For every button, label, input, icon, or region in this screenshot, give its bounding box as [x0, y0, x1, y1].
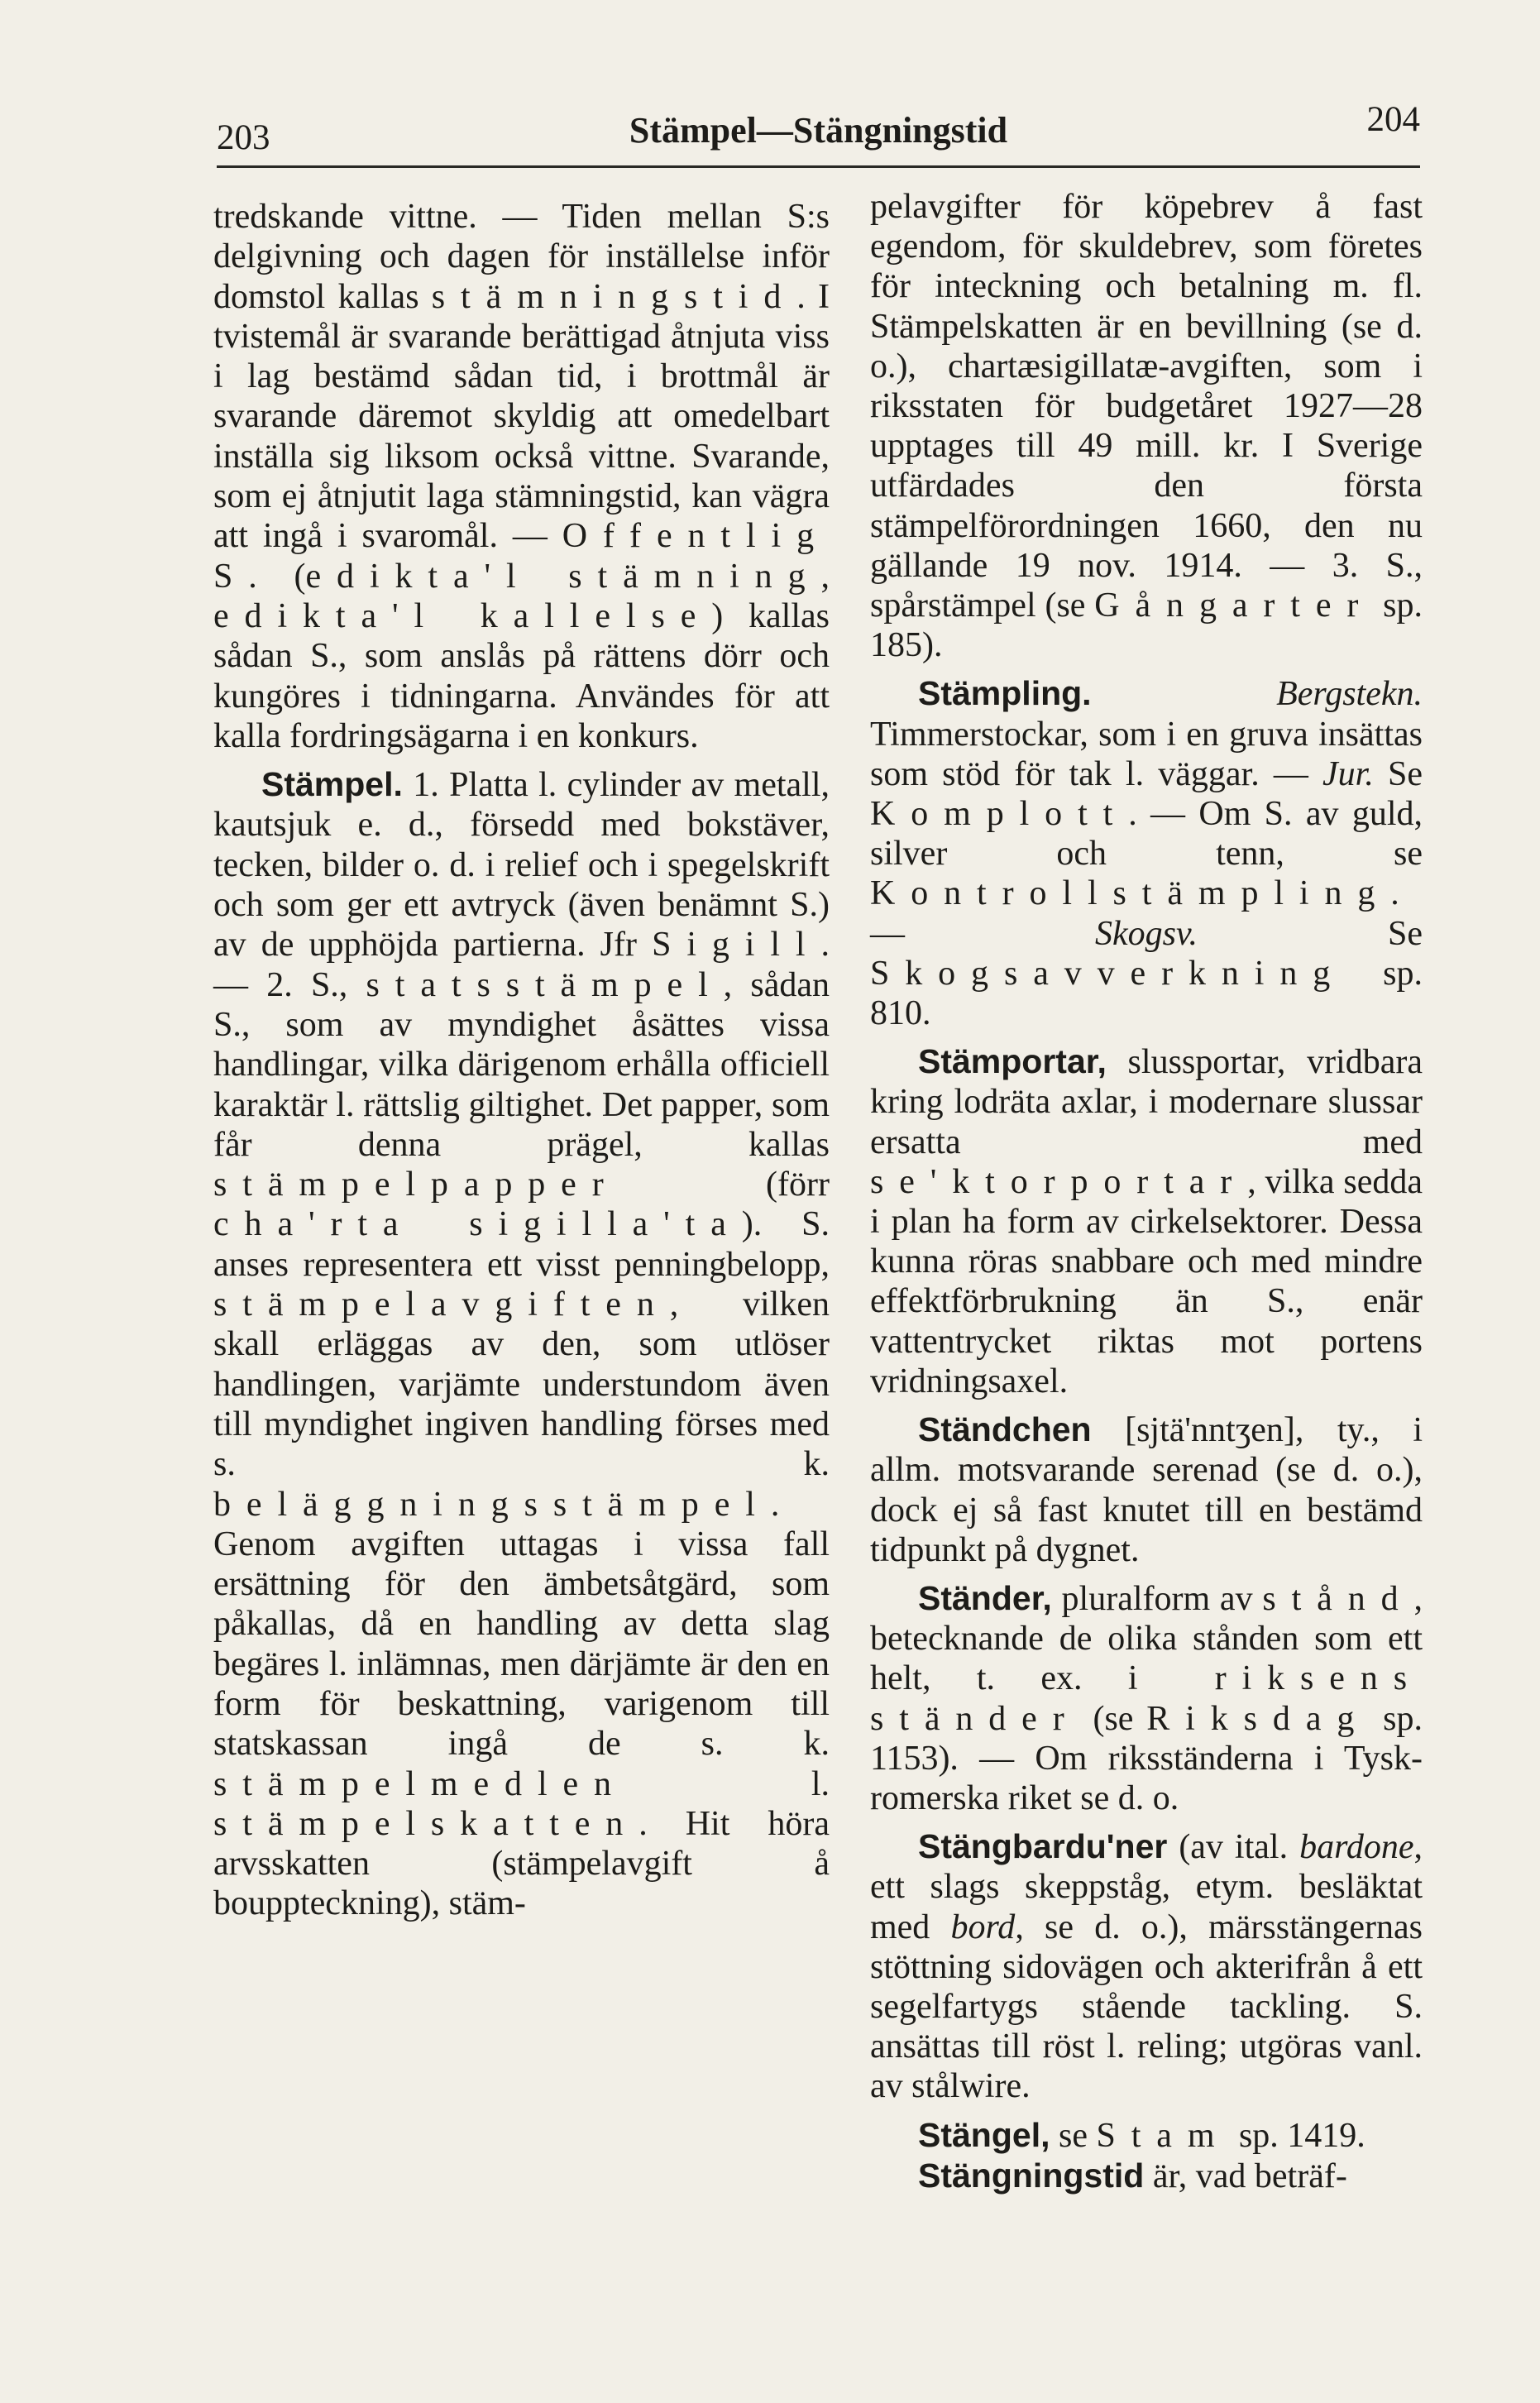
- text-run: ,: [820, 557, 830, 596]
- text-run: 1. Platta l. cylinder av metall, kautsjuk e. d., försedd med bokstäver, tecken, bilder o. d. i relief och i spegelskrift och som ger ett avtryck (även benämnt S.) av de upphöjda partierna. Jfr: [213, 766, 830, 965]
- spaced-term: edikta'l kallelse: [213, 596, 712, 635]
- spaced-term: beläggningsstämpel: [213, 1485, 771, 1524]
- spaced-term: stämningstid: [431, 277, 797, 316]
- page-number-right: 204: [1366, 100, 1420, 139]
- text-run: l.: [626, 1764, 830, 1803]
- text-run: Se: [1373, 754, 1423, 793]
- text-run: , ett slags skeppståg, etym. besläktat med: [870, 1828, 1423, 1946]
- text-run: pluralform av: [1051, 1579, 1263, 1618]
- spaced-term: stämpelavgiften: [213, 1285, 670, 1324]
- headword: Stängbardu'ner: [918, 1827, 1168, 1866]
- headword: Ständchen: [918, 1410, 1092, 1449]
- text-run: . I tvistemål är svarande berättigad åtnjuta viss i lag bestämd sådan tid, i brottmål är svarande däremot skyldig att omedelbart inställa sig liksom också vittne. Svarande, som ej åtnjutit laga stämningstid, kan vägra att ingå i svaromål. —: [213, 277, 830, 556]
- headword: Stämpel.: [261, 765, 403, 804]
- text-run: sp. 1153). — Om riksständerna i Tysk-romerska riket se d. o.: [870, 1699, 1423, 1817]
- spaced-term: Komplott: [870, 795, 1129, 834]
- header-rule: [217, 165, 1420, 168]
- spaced-term: Gångarter: [1094, 586, 1375, 625]
- text-run: . — Om S. av guld, silver och tenn, se: [870, 795, 1423, 874]
- right-column: [870, 187, 1423, 2196]
- text-run: är, vad beträf-: [1144, 2156, 1347, 2195]
- text-run: (förr: [619, 1166, 830, 1204]
- text-run: , vilka sedda i plan ha form av cirkelsektorer. Dessa kunna röras snabbare och med mindre effektförbrukning än S., enär vattentrycket riktas mot portens vridningsaxel.: [870, 1162, 1423, 1400]
- entry-stangningstid: [870, 2156, 1423, 2196]
- spaced-term: Riksdag: [1146, 1699, 1370, 1738]
- spaced-term: i riksens ständer: [870, 1659, 1423, 1738]
- text-run: slussportar, vridbara kring lodräta axlar, i modernare slussar ersatta med: [870, 1043, 1423, 1161]
- headword: Stängel,: [918, 2115, 1050, 2154]
- headword: Stämpling.: [918, 674, 1092, 713]
- text-run: sp. 185).: [870, 586, 1423, 665]
- text-run: . Hit höra arvsskatten (stämpelavgift å bouppteckning), stäm-: [213, 1804, 830, 1923]
- spaced-term: Sigill: [652, 926, 821, 965]
- entry-stampling: [870, 673, 1423, 1033]
- text-run: . — 2. S.,: [213, 926, 830, 1004]
- page-number-left: 203: [217, 118, 270, 157]
- text-run: ). S. anses representera ett visst penningbelopp,: [213, 1205, 830, 1284]
- text-run: , sådan S., som av myndighet åsättes vissa handlingar, vilka därigenom erhålla officiell karaktär l. rättslig giltighet. Det papper, som får denna prägel, kallas: [213, 965, 830, 1164]
- entry-standchen: [870, 1410, 1423, 1570]
- entry-stampel: [213, 764, 830, 1924]
- text-run: . —: [870, 874, 1399, 953]
- text-run: sp. 1419.: [1230, 2116, 1365, 2155]
- spaced-term: stämpelmedlen: [213, 1764, 627, 1803]
- spaced-term: edikta'l stämning: [305, 557, 821, 596]
- text-run: , se d. o.), märsstängernas stöttning sidovägen och akterifrån å ett segelfartygs stående tackling. S. ansättas till röst l. reling; utgöras vanl. av stålwire.: [870, 1908, 1423, 2106]
- entry-stangbarduner: [870, 1826, 1423, 2106]
- text-run: (: [272, 557, 306, 596]
- entry-stamningstid-continuation: [213, 197, 830, 756]
- italic-term: Jur.: [1322, 754, 1374, 793]
- italic-term: bord: [950, 1908, 1016, 1946]
- spaced-term: cha'rta sigilla'ta: [213, 1205, 742, 1244]
- italic-term: bardone: [1299, 1828, 1414, 1867]
- headword: Ständer,: [918, 1578, 1052, 1617]
- spaced-term: Kontrollstämpling: [870, 874, 1391, 913]
- text-run: ) kallas sådan S., som anslås på rättens dörr och kungöres i tidningarna. Användes för att kalla fordringsägarna i en konkurs.: [213, 596, 830, 755]
- text-run: Timmerstockar, som i en gruva insättas som stöd för tak l. väggar. —: [870, 715, 1423, 793]
- text-run: tredskande vittne. — Tiden mellan S:s delgivning och dagen för inställelse inför domstol kallas: [213, 198, 830, 316]
- spaced-term: statsstämpel: [366, 965, 724, 1004]
- spaced-term: stånd: [1262, 1579, 1414, 1618]
- spaced-term: Offentlig S.: [213, 517, 830, 596]
- text-run: (av ital.: [1167, 1828, 1300, 1867]
- left-column: [213, 197, 830, 1924]
- headword: Stängningstid: [918, 2156, 1145, 2195]
- text-run: , vilken skall erläggas av den, som utlöser handlingen, varjämte understundom även till myndighet ingiven handling förses med s. k.: [213, 1285, 830, 1484]
- text-run: sp. 810.: [870, 954, 1423, 1033]
- page-header: [217, 93, 1420, 164]
- text-run: Se: [1198, 914, 1423, 953]
- italic-term: Skogsv.: [1095, 914, 1198, 953]
- text-run: , betecknande de olika stånden som ett helt, t. ex.: [870, 1579, 1423, 1698]
- spaced-term: se'ktorportar: [870, 1162, 1248, 1201]
- entry-stangel: [870, 2115, 1423, 2156]
- text-run: (se: [1079, 1699, 1147, 1738]
- spaced-term: Stam: [1096, 2116, 1231, 2155]
- spaced-term: stämpelskatten: [213, 1804, 639, 1843]
- text-run: se: [1050, 2116, 1097, 2155]
- text-run: [sjtä'nntʒen], ty., i allm. motsvarande serenad (se d. o.), dock ej så fast knutet till en bestämd tidpunkt på dygnet.: [870, 1411, 1423, 1569]
- entry-stander: [870, 1578, 1423, 1818]
- entry-stamportar: [870, 1041, 1423, 1401]
- spaced-term: Skogsavverkning: [870, 954, 1346, 993]
- entry-stampel-continuation: [870, 187, 1423, 665]
- text-run: pelavgifter för köpebrev å fast egendom, för skuldebrev, som företes för inteckning och betalning m. fl. Stämpelskatten är en bevillning (se d. o.), chartæsigillatæ-avgiften, som i riksstaten för budgetåret 1927—28 upptages till 49 mill. kr. I Sverige utfärdades den första stämpelförordningen 1660, den nu gällande 19 nov. 1914. — 3. S., spårstämpel (se: [870, 188, 1423, 625]
- running-title: Stämpel—Stängningstid: [629, 110, 1008, 151]
- headword: Stämportar,: [918, 1042, 1107, 1081]
- text-run: . Genom avgiften uttagas i vissa fall ersättning för den ämbetsåtgärd, som påkallas, då en handling av detta slag begäres l. inlämnas, men därjämte är den en form för beskattning, varigenom till statskassan ingå de s. k.: [213, 1485, 830, 1764]
- italic-term: Bergstekn.: [1276, 675, 1423, 714]
- spaced-term: stämpelpapper: [213, 1166, 619, 1204]
